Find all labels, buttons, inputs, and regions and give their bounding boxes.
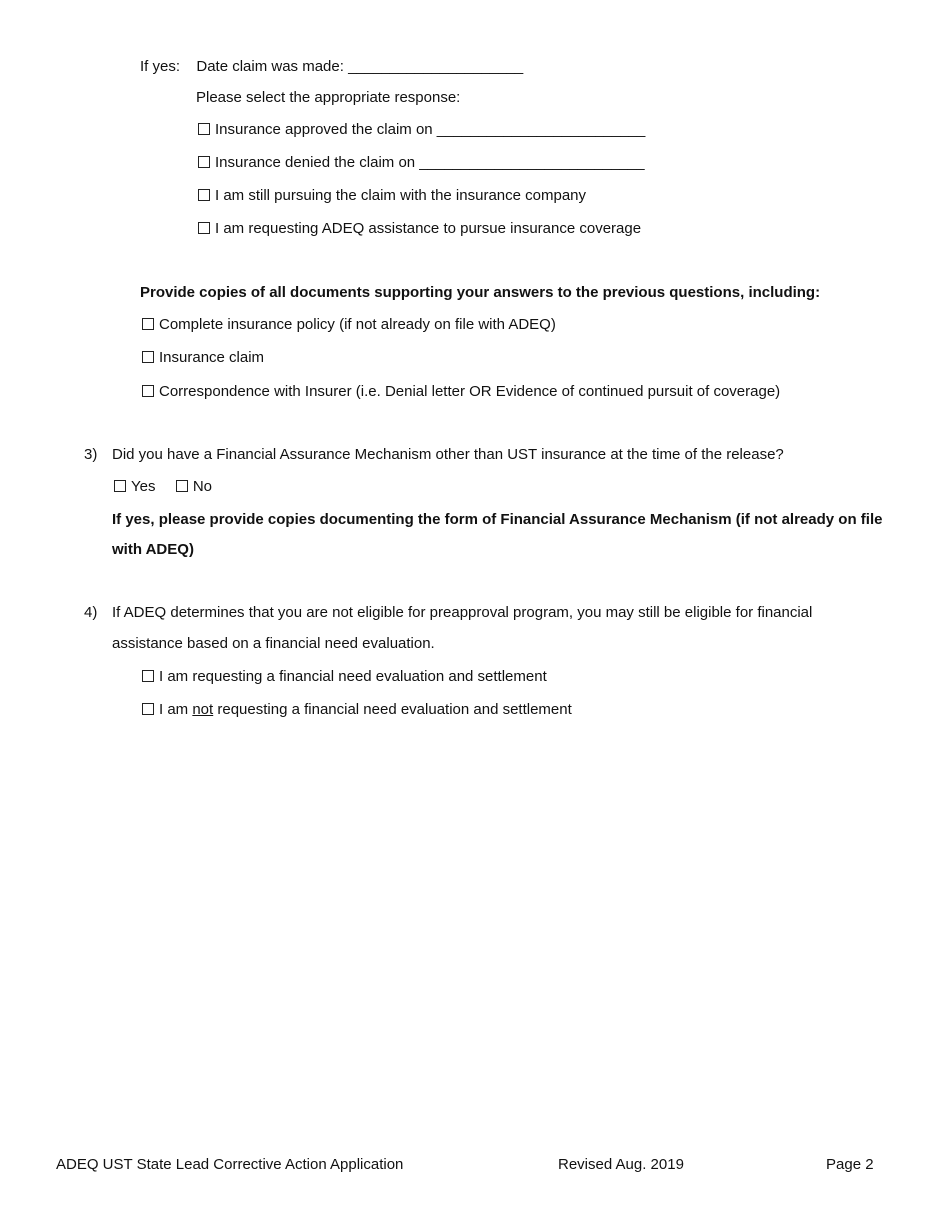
select-response-label: Please select the appropriate response: bbox=[196, 89, 461, 106]
checkbox[interactable] bbox=[142, 318, 154, 330]
if-yes-label: If yes: bbox=[140, 58, 181, 75]
checkbox[interactable] bbox=[198, 222, 210, 234]
date-claim-field[interactable]: Date claim was made: _____________________ bbox=[196, 58, 524, 75]
doc-label: Insurance claim bbox=[159, 349, 265, 366]
option-insurance-denied[interactable] bbox=[198, 153, 645, 173]
question-3-answers bbox=[114, 477, 212, 497]
no-label: No bbox=[192, 478, 213, 495]
option-still-pursuing[interactable] bbox=[198, 186, 586, 206]
checkbox[interactable] bbox=[142, 385, 154, 397]
checkbox[interactable] bbox=[142, 670, 154, 682]
doc-correspondence[interactable] bbox=[142, 382, 780, 402]
question-4-text-line1: If ADEQ determines that you are not eligible for preapproval program, you may still be eligible for financial bbox=[112, 604, 813, 621]
checkbox[interactable] bbox=[198, 189, 210, 201]
footer-revised: Revised Aug. 2019 bbox=[558, 1156, 684, 1173]
option-emphasis-not: not bbox=[192, 701, 214, 718]
option-insurance-approved[interactable] bbox=[198, 120, 645, 140]
documents-heading: Provide copies of all documents supporting your answers to the previous questions, including: bbox=[140, 284, 821, 301]
option-label: Insurance approved the claim on _________________________ bbox=[215, 121, 646, 138]
checkbox[interactable] bbox=[142, 351, 154, 363]
option-requesting-need-evaluation[interactable] bbox=[142, 667, 547, 687]
option-not-requesting-need-evaluation[interactable] bbox=[142, 700, 572, 720]
checkbox[interactable] bbox=[176, 480, 188, 492]
if-yes-row bbox=[140, 57, 523, 77]
doc-insurance-claim[interactable] bbox=[142, 348, 264, 368]
question-3-number: 3) bbox=[84, 446, 98, 463]
footer-title: ADEQ UST State Lead Corrective Action Application bbox=[56, 1156, 404, 1173]
option-prefix: I am bbox=[159, 701, 193, 718]
yes-option[interactable] bbox=[114, 478, 155, 495]
checkbox[interactable] bbox=[114, 480, 126, 492]
question-4-text-line2: assistance based on a financial need evaluation. bbox=[112, 635, 435, 652]
doc-label: Correspondence with Insurer (i.e. Denial letter OR Evidence of continued pursuit of coverage) bbox=[159, 383, 781, 400]
checkbox[interactable] bbox=[142, 703, 154, 715]
question-3-note-line2: with ADEQ) bbox=[112, 541, 194, 558]
question-3-note-line1: If yes, please provide copies documenting the form of Financial Assurance Mechanism (if not already on file bbox=[112, 511, 883, 528]
yes-label: Yes bbox=[131, 478, 156, 495]
option-label: I am requesting ADEQ assistance to pursue insurance coverage bbox=[215, 220, 642, 237]
doc-label: Complete insurance policy (if not already on file with ADEQ) bbox=[159, 316, 556, 333]
checkbox[interactable] bbox=[198, 123, 210, 135]
question-4-number: 4) bbox=[84, 604, 98, 621]
option-label: I am requesting a financial need evaluation and settlement bbox=[159, 668, 547, 685]
checkbox[interactable] bbox=[198, 156, 210, 168]
option-label: Insurance denied the claim on ___________________________ bbox=[215, 154, 645, 171]
question-3-text: Did you have a Financial Assurance Mechanism other than UST insurance at the time of the release? bbox=[112, 446, 784, 463]
option-suffix: requesting a financial need evaluation and settlement bbox=[213, 701, 572, 718]
footer-page-number: Page 2 bbox=[826, 1156, 874, 1173]
option-requesting-adeq[interactable] bbox=[198, 219, 641, 239]
option-label: I am still pursuing the claim with the insurance company bbox=[215, 187, 587, 204]
doc-insurance-policy[interactable] bbox=[142, 315, 556, 335]
no-option[interactable] bbox=[176, 478, 212, 495]
